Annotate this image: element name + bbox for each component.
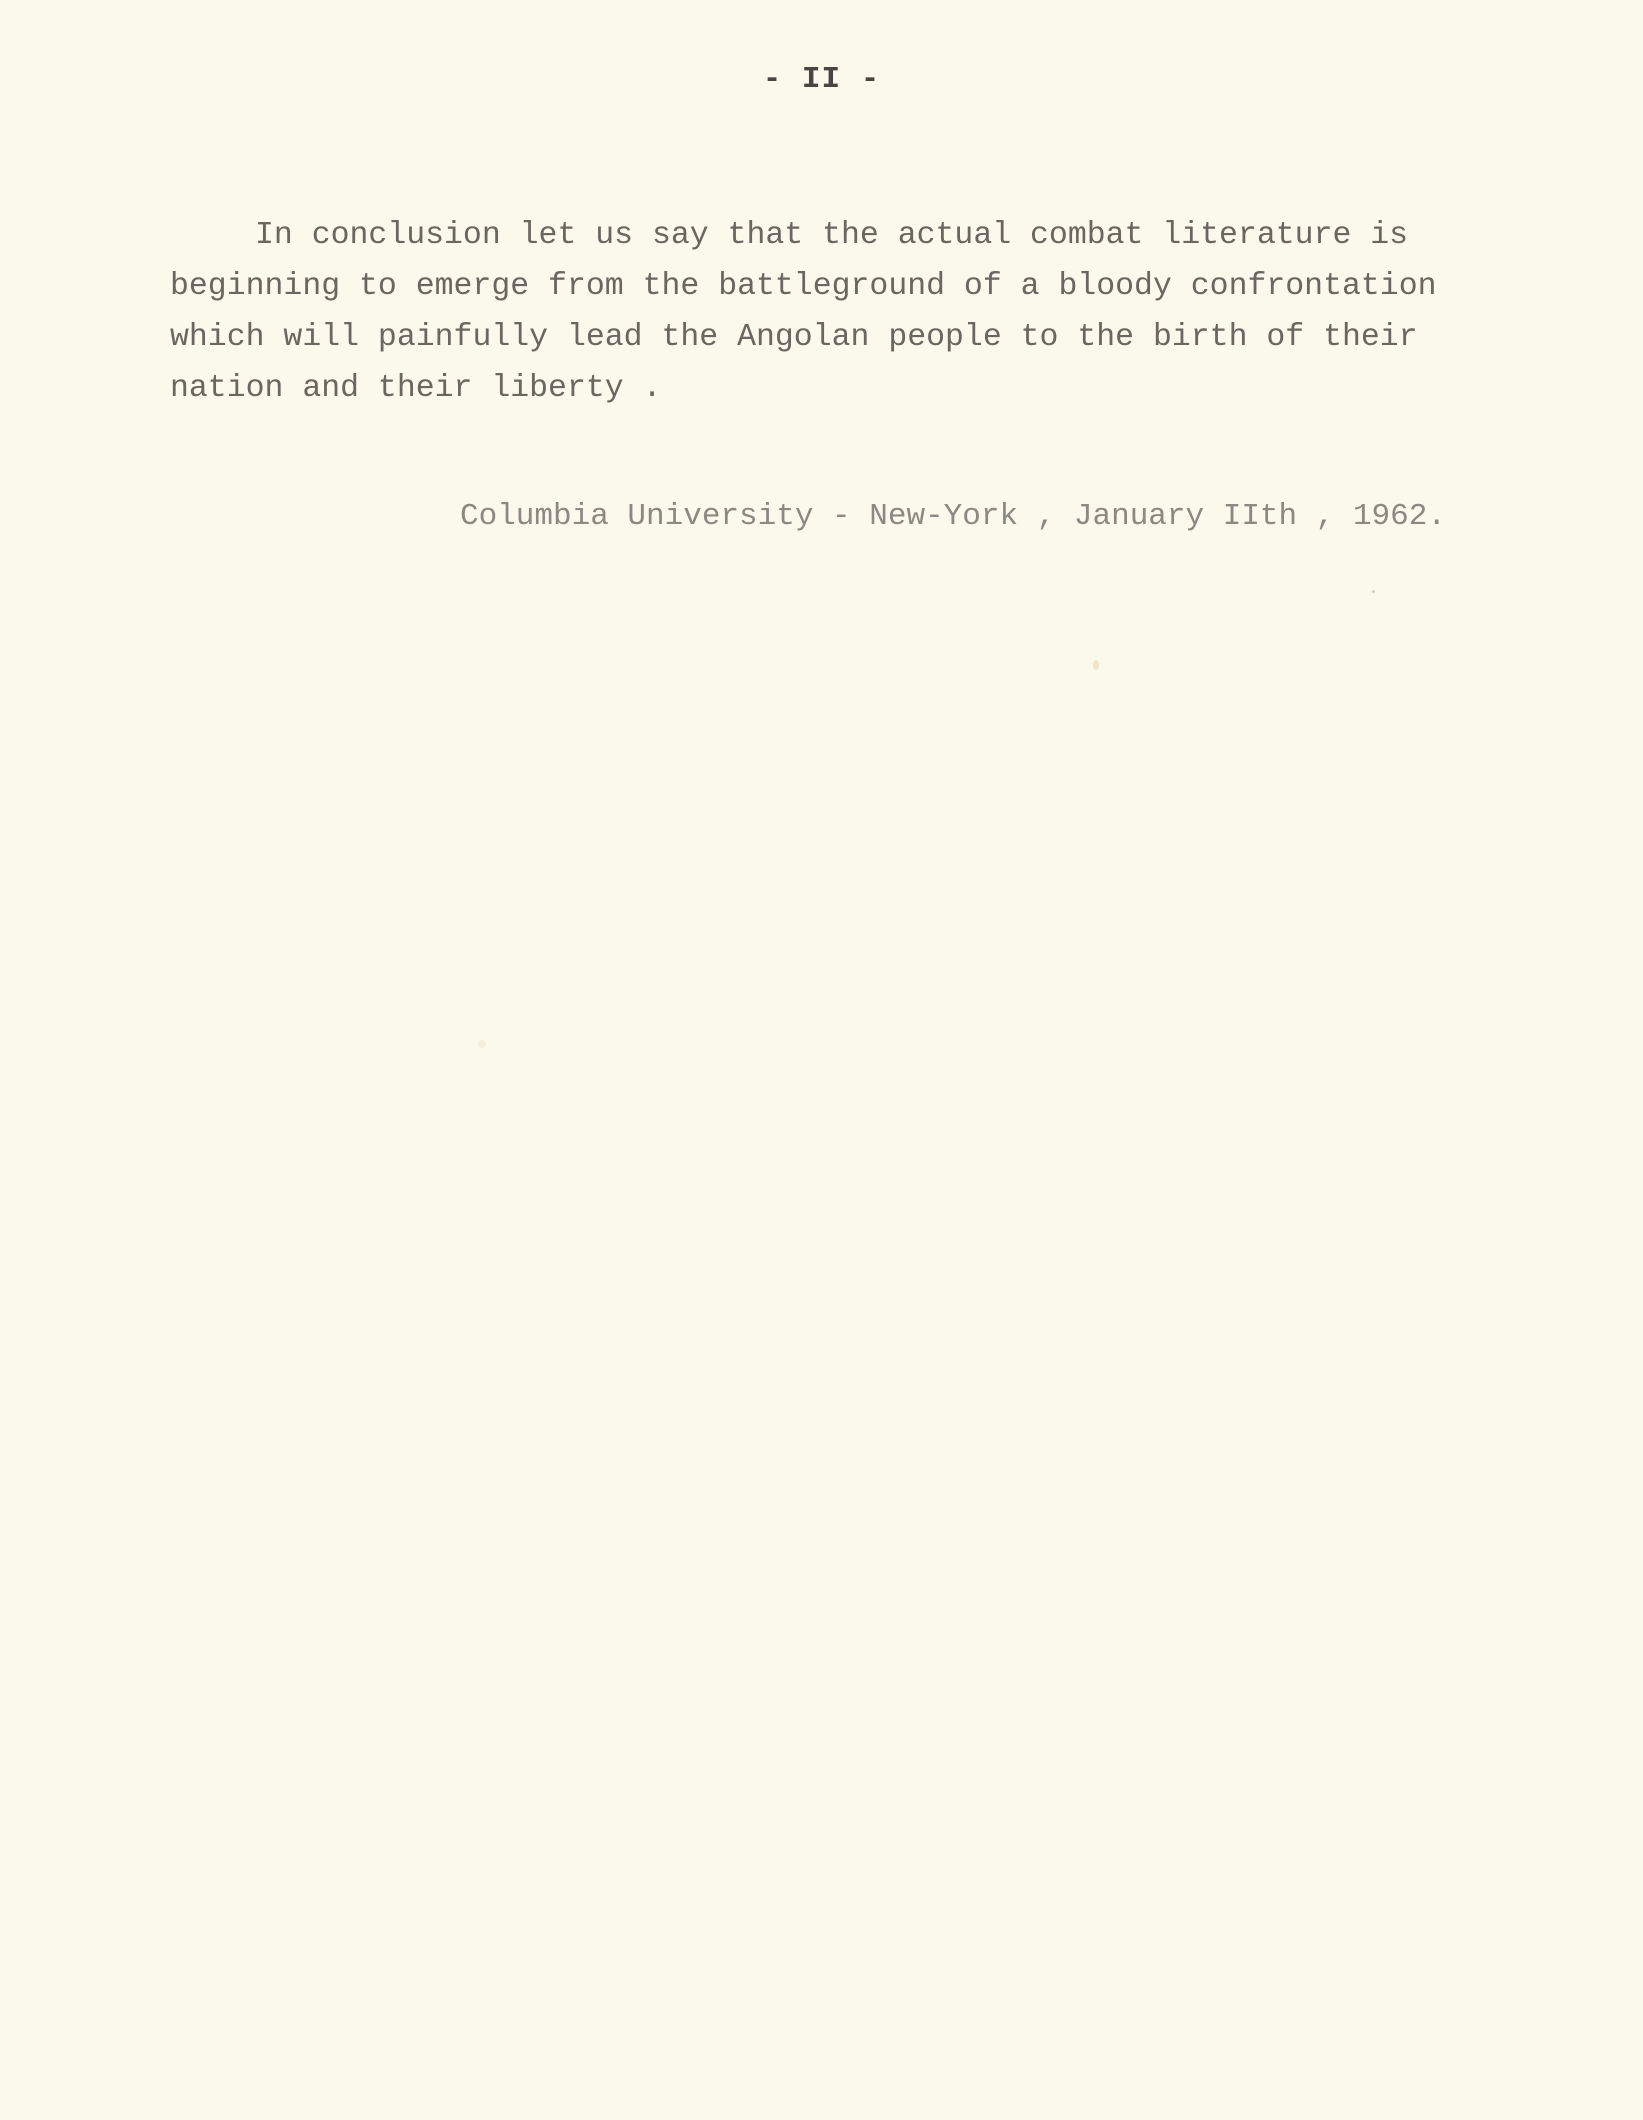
paragraph-line: nation and their liberty . [170,371,662,406]
paper-speck [1093,660,1099,670]
place-and-date: Columbia University - New-York , January IIth , 1962. [460,499,1446,534]
paper-speck [1372,590,1375,593]
paragraph-line: beginning to emerge from the battleground of a bloody confrontation [170,269,1437,304]
paper-speck [478,1040,486,1048]
conclusion-paragraph [170,210,1570,414]
page-number: - II - [762,62,881,97]
paragraph-line: which will painfully lead the Angolan people to the birth of their [170,320,1418,355]
paragraph-line: In conclusion let us say that the actual combat literature is [255,218,1409,253]
